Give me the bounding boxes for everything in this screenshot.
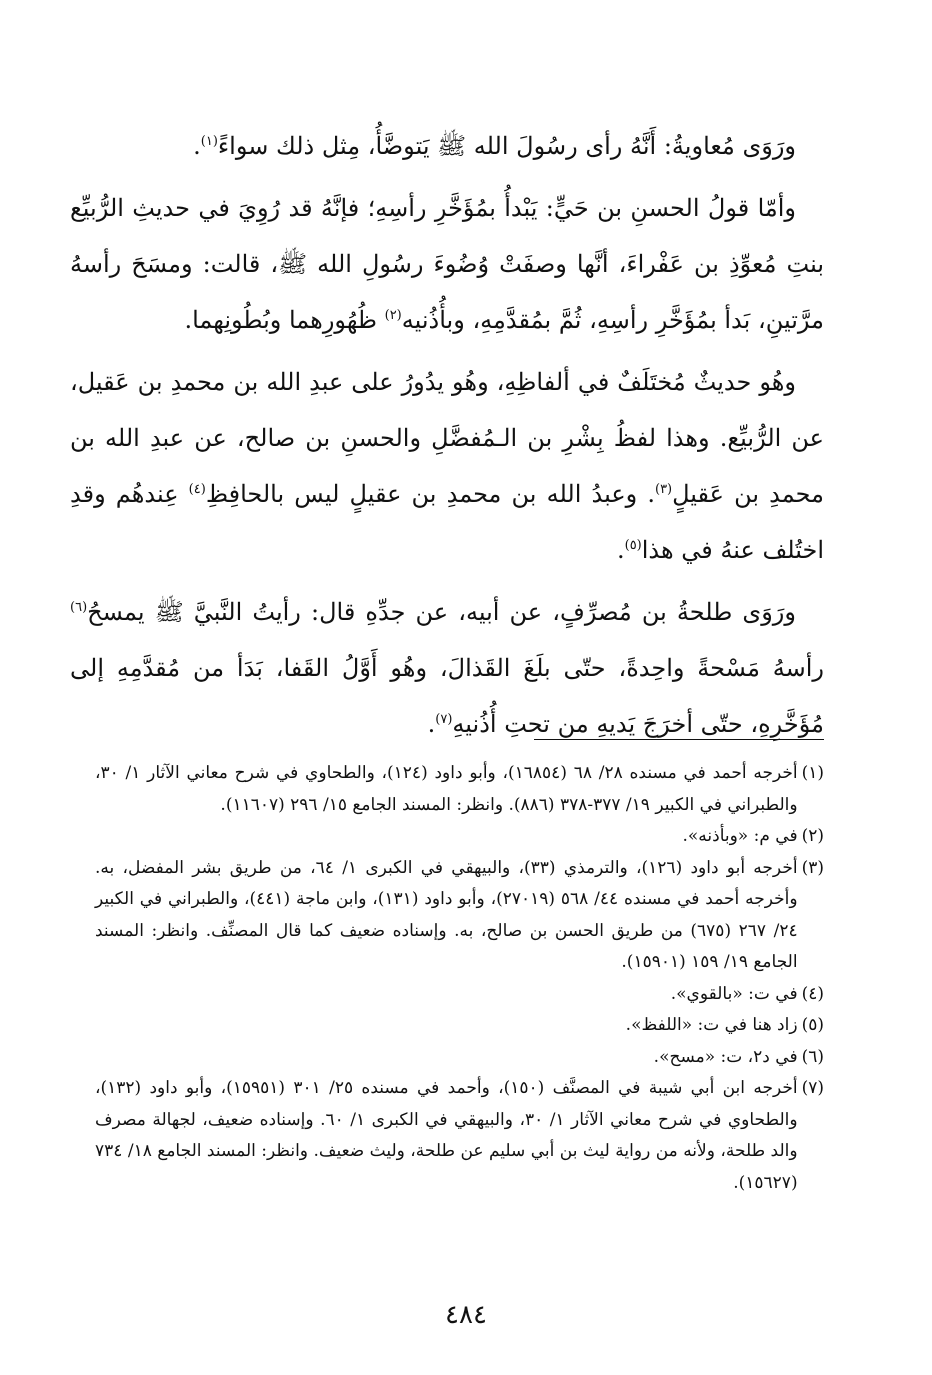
footnote-text: أخرجه ابن أبي شيبة في المصنَّف (١٥٠)، وأحمد في مسنده ٢٥/ ٣٠١ (١٥٩٥١)، وأبو داود (١٣٢)، والطحاوي في شرح معاني الآثار ١/ ٣٠، والبيهقي في الكبرى ١/ ٦٠. وإسناده ضعيف، لجهالة مصرف والد طلحة، ولأنه من رواية ليث بن أبي سليم عن طلحة، وليث ضعيف. وانظر: المسند الجامع ١٨/ ٧٣٤ (١٥٦٢٧). — [95, 1078, 798, 1193]
paragraph-text: وأمّا قولُ الحسنِ بن حَيٍّ: يَبْدأُ بمُؤَخَّرِ رأسِهِ؛ فإنَّهُ قد رُوِيَ في حديثِ الرُّبيِّع بنتِ مُعوِّذِ بن عَفْراءَ، أنَّها وصفَتْ وُضُوءَ رسُولِ الله ﷺ، قالت: ومسَحَ رأسهُ مرَّتينِ، بَدأ بمُؤَخَّرِ رأسِهِ، ثُمَّ بمُقدَّمِهِ، وبأُذُنيه — [70, 194, 824, 334]
paragraph-text: ورَوَى مُعاويةُ: أَنَّهُ رأى رسُولَ الله ﷺ يَتوضَّأُ، مِثل ذلك سواءً — [217, 132, 796, 160]
footnote-text: في م: «وبأذنه». — [682, 826, 798, 846]
paragraph-text: . — [616, 536, 625, 564]
page-number: ٤٨٤ — [445, 1300, 487, 1330]
footnote-number: (٣) — [801, 857, 824, 878]
footnote-ref-1: (١) — [200, 134, 218, 149]
footnote-text: أخرجه أبو داود (١٢٦)، والترمذي (٣٣)، والبيهقي في الكبرى ١/ ٦٤، من طريق بشر المفضل، به. وأخرجه أحمد في مسنده ٤٤/ ٥٦٨ (٢٧٠١٩)، وأبو داود (١٣١)، وابن ماجة (٤٤١)، والطبراني في الكبير ٢٤/ ٢٦٧ (٦٧٥) من طريق الحسن بن صالح، به. وإسناده ضعيف كما قال المصنِّف. وانظر: المسند الجامع ١٩/ ١٥٩ (١٥٩٠١). — [95, 857, 798, 972]
paragraph-hadith-variation — [70, 354, 824, 578]
paragraph-text: . — [193, 132, 201, 160]
paragraph-text: . وعبدُ الله بن محمدِ بن عقيلٍ ليس بالحافِظِ — [205, 480, 655, 508]
paragraph-hasan — [70, 180, 824, 348]
footnote-6 — [95, 1042, 824, 1074]
footnote-text: أخرجه أحمد في مسنده ٢٨/ ٦٨ (١٦٨٥٤)، وأبو داود (١٢٤)، والطحاوي في شرح معاني الآثار ١/ ٣٠، والطبراني في الكبير ١٩/ ٣٧٧-٣٧٨ (٨٨٦). وانظر: المسند الجامع ١٥/ ٢٩٦ (١١٦٠٧). — [95, 763, 798, 815]
paragraph-text: ورَوَى طلحةُ بن مُصرِّفٍ، عن أبيه، عن جدِّهِ قال: رأيتُ النَّبيَّ ﷺ يمسحُ — [87, 598, 796, 626]
paragraph-text: . — [427, 710, 436, 738]
footnote-ref-5: (٥) — [624, 538, 642, 553]
footnote-number: (٢) — [801, 826, 824, 846]
footnote-text: زاد هنا في ت: «اللفظ». — [625, 1015, 798, 1035]
footnote-ref-2: (٢) — [384, 308, 402, 323]
paragraph-text: ظُهُورِهما وبُطُونِهما. — [184, 306, 385, 334]
footnote-2 — [95, 821, 824, 853]
footnote-text: في ت: «بالقوي». — [670, 983, 798, 1004]
footnote-4 — [95, 979, 824, 1011]
paragraph-talha — [70, 584, 824, 752]
footnotes — [95, 758, 824, 1199]
paragraph-text: وهُو حديثٌ مُختَلَفٌ في ألفاظِهِ، وهُو يدُورُ على عبدِ الله بن محمدِ بن عَقيل، عن الرُّبيِّع. وهذا لفظُ بِشْرِ بن الـمُفضَّلِ والحسنِ بن صالح، عن عبدِ الله بن محمدِ بن عَقيلٍ — [70, 368, 825, 508]
footnote-text: في د٢، ت: «مسح». — [653, 1046, 798, 1067]
footnote-ref-4: (٤) — [188, 482, 206, 497]
footnote-ref-3: (٣) — [654, 482, 673, 497]
footnote-number: (٥) — [801, 1015, 824, 1035]
footnote-number: (٦) — [801, 1046, 824, 1067]
footnote-7 — [95, 1073, 824, 1199]
footnote-ref-7: (٧) — [435, 712, 453, 727]
footnote-3 — [95, 853, 824, 979]
paragraph-muawiya — [70, 118, 824, 174]
footnote-1 — [95, 758, 824, 821]
footnote-number: (٧) — [801, 1078, 824, 1098]
paragraph-text: عِندهُم وقدِ اختُلف عنهُ في هذا — [70, 480, 824, 564]
footnote-separator — [534, 739, 824, 740]
footnote-number: (٤) — [801, 983, 824, 1004]
footnote-number: (١) — [801, 763, 824, 783]
footnote-5 — [95, 1010, 824, 1042]
main-text — [70, 118, 824, 752]
paragraph-text: رأسهُ مَسْحةً واحِدةً، حتّى بلَغَ القَذالَ، وهُو أَوَّلُ القَفا، بَدَأ من مُقدَّمِهِ إلى مُؤَخَّرِهِ، حتّى أخرَجَ يَديهِ من تحتِ أُذُنيهِ — [70, 654, 824, 738]
footnote-ref-6: (٦) — [70, 600, 88, 615]
